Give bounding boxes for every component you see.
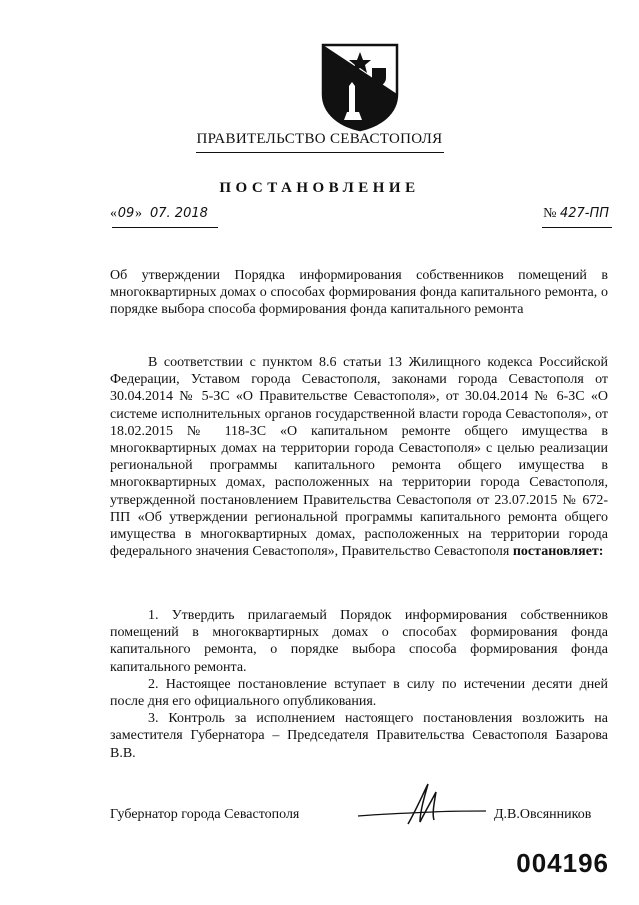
decree-item: 1. Утвердить прилагаемый Порядок информирования собственников помещений в многоквартирных домах о способах формирования фонда капитального ремонта, о порядке выбора способа формирования фонда капитального ремонта.	[110, 608, 608, 675]
registration-number: 004196	[516, 848, 609, 878]
number-value: 427-ПП	[559, 206, 609, 221]
title-divider	[196, 152, 444, 153]
preamble-verb: постановляет:	[512, 544, 604, 560]
number-underline	[542, 227, 612, 228]
date-open-quote: «	[110, 206, 117, 221]
coat-of-arms-icon	[319, 42, 401, 132]
decree-date	[110, 206, 208, 222]
date-close-quote: »	[135, 206, 142, 221]
government-name: ПРАВИТЕЛЬСТВО СЕВАСТОПОЛЯ	[196, 131, 443, 147]
decree-items	[110, 607, 608, 762]
date-day: 09	[117, 206, 135, 221]
signatory-role: Губернатор города Севастополя	[110, 807, 300, 822]
decree-number	[543, 206, 609, 222]
date-month-year: 07. 2018	[150, 206, 208, 221]
document-type-title: ПОСТАНОВЛЕНИЕ	[219, 180, 420, 196]
decree-item: 2. Настоящее постановление вступает в силу по истечении десяти дней после дня его официального опубликования.	[110, 676, 608, 710]
decree-subject: Об утверждении Порядка информирования собственников помещений в многоквартирных домах о способах формирования фонда капитального ремонта, о порядке выбора способа формирования фонда капитального ремонта	[110, 268, 608, 317]
date-underline	[112, 227, 218, 228]
preamble-paragraph	[110, 354, 608, 560]
decree-item: 3. Контроль за исполнением настоящего постановления возложить на заместителя Губернатора – Председателя Правительства Севастополя Базарова В.В.	[110, 711, 608, 761]
number-prefix: №	[543, 206, 557, 221]
signatory-name: Д.В.Овсянников	[494, 807, 592, 822]
preamble-text: В соответствии с пунктом 8.6 статьи 13 Жилищного кодекса Российской Федерации, Уставом города Севастополя, законами города Севастополя от 30.04.2014 № 5-ЗС «О Правительстве Севастополя», от 30.04.2014 № 6-ЗС «О системе исполнительных органов государственной власти города Севастополя», от 18.02.2015 № 118-ЗС «О капитальном ремонте общего имущества в многоквартирных домах на территории города Севастополя» с целью реализации региональной программы капитального ремонта общего имущества в многоквартирных домах, расположенных на территории города Севастополя, утвержденной постановлением Правительства Севастополя от 23.07.2015 № 672-ПП «Об утверждении региональной программы капитального ремонта общего имущества в многоквартирных домах, расположенных на территории города федерального значения Севастополя», Правительство Севастополя	[110, 355, 608, 560]
handwritten-signature-icon	[350, 780, 490, 830]
